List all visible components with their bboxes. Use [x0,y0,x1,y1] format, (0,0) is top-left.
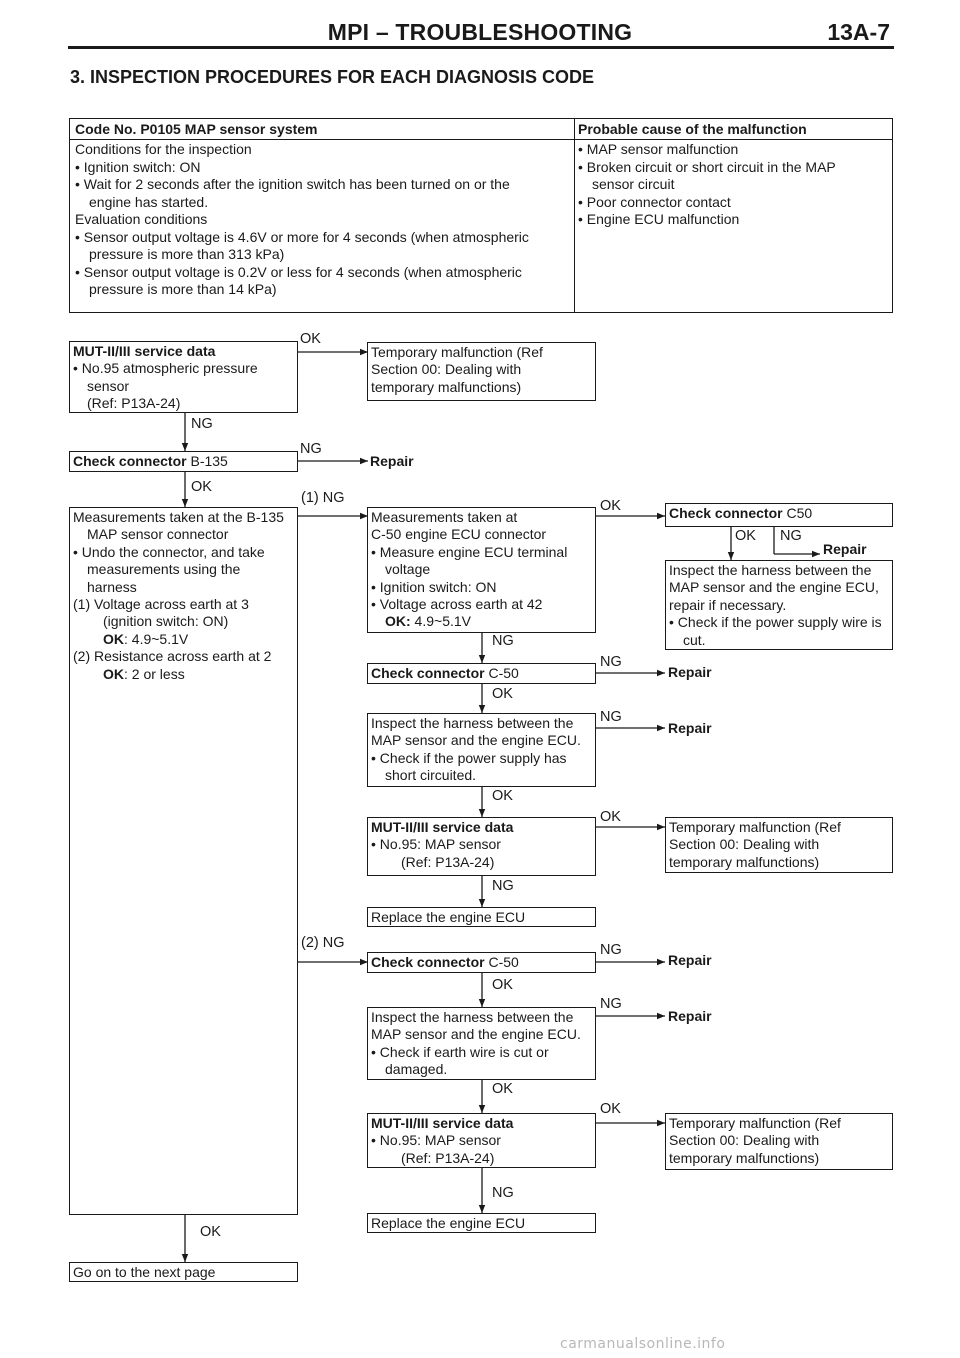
table-header-cause: Probable cause of the malfunction [578,121,807,137]
replace-engine-ecu-box [367,907,596,927]
ok-value: : 2 or less [124,665,185,682]
box-line: damaged. [385,1061,448,1078]
mut-service-data-map-box [367,1113,596,1168]
box-line: MAP sensor connector [87,526,229,543]
box-line: temporary malfunctions) [669,1149,820,1166]
temporary-malfunction-box [665,1113,893,1170]
box-line: temporary malfunctions) [371,378,522,395]
box-line: Section 00: Dealing with [669,836,820,853]
box-line: Temporary malfunction (Ref [371,344,543,360]
box-title: Check connector [371,665,485,681]
box-line: • Check if the power supply has [371,749,567,766]
label-ng: NG [492,1185,514,1201]
box-line: • Undo the connector, and take [73,543,265,560]
cause-line: • Poor connector contact [578,193,731,210]
box-title: Check connector [669,505,783,521]
box-line: repair if necessary. [669,596,787,613]
repair-text: Repair [668,664,712,680]
box-line: Inspect the harness between the [669,562,872,578]
box-line: Temporary malfunction (Ref [669,819,841,835]
label-two-ng: (2) NG [301,935,345,951]
section-title: 3. INSPECTION PROCEDURES FOR EACH DIAGNOSIS CODE [70,67,595,87]
ok-value: 4.9~5.1V [410,613,471,630]
box-line: cut. [683,631,706,648]
box-line: voltage [385,561,431,578]
box-line: Inspect the harness between the [371,1009,574,1025]
box-line: Go on to the next page [73,1264,216,1280]
box-line: MAP sensor and the engine ECU. [371,1026,581,1043]
connector-id: C-50 [488,665,519,681]
box-line: C-50 engine ECU connector [371,526,547,543]
box-line: • Check if earth wire is cut or [371,1043,549,1060]
box-title: MUT-II/III service data [371,819,514,835]
check-connector-c50-box [367,663,596,684]
check-connector-c50-top-box [665,503,893,527]
box-line: • Ignition switch: ON [371,578,497,595]
cause-line: sensor circuit [592,176,675,192]
ok-value: : 4.9~5.1V [124,630,189,647]
box-line: measurements using the [87,561,241,578]
box-line: MAP sensor and the engine ECU. [371,732,581,749]
box-line: (Ref: P13A-24) [401,1149,495,1166]
label-ok: OK [191,479,212,495]
box-line: Measurements taken at [371,509,518,525]
label-ng: NG [300,441,322,457]
cause-line: • MAP sensor malfunction [578,141,739,157]
label-ok: OK [492,788,513,804]
condition-line: • Sensor output voltage is 4.6V or more for 4 seconds (when atmospheric [75,228,529,245]
page-header-title: MPI – TROUBLESHOOTING [327,19,633,45]
box-line: Measurements taken at the B-135 [73,509,284,525]
repair-text: Repair [668,720,712,736]
page-number: 13A-7 [827,19,890,45]
box-title: MUT-II/III service data [73,343,216,359]
label-ok: OK [600,498,621,514]
next-page-box [69,1262,298,1282]
box-line: • Check if the power supply wire is [669,614,882,631]
condition-line: Conditions for the inspection [75,141,252,157]
connector-id: C-50 [488,954,519,970]
repair-text: Repair [823,541,867,557]
label-ok: OK [600,809,621,825]
condition-line: • Wait for 2 seconds after the ignition switch has been turned on or the [75,176,510,192]
box-line: • No.95 atmospheric pressure [73,360,258,377]
condition-line: pressure is more than 313 kPa) [89,246,285,262]
box-line: temporary malfunctions) [669,853,820,870]
box-line: (1) Voltage across earth at 3 [73,596,249,613]
condition-line: pressure is more than 14 kPa) [89,281,277,297]
label-ok: OK [200,1224,221,1240]
repair-text: Repair [370,453,414,469]
label-ng: NG [492,633,514,649]
box-line: Inspect the harness between the [371,715,574,731]
ok-label: OK [103,665,124,682]
label-ng: NG [600,654,622,670]
box-line: harness [87,578,137,595]
box-line: (Ref: P13A-24) [401,853,495,870]
mut-service-data-atmospheric-box [69,341,298,413]
check-connector-c50-box [367,952,596,973]
ok-label: OK [103,630,124,647]
check-connector-b135-box [69,451,298,472]
box-line: Replace the engine ECU [371,1215,526,1231]
label-ok: OK [492,686,513,702]
condition-line: • Ignition switch: ON [75,158,201,175]
inspect-harness-earth-box [367,1007,596,1080]
label-ok: OK [492,977,513,993]
label-ng: NG [600,996,622,1012]
measurements-c50-box [367,507,596,633]
box-line: • No.95: MAP sensor [371,836,501,853]
label-ok: OK [600,1101,621,1117]
ok-label: OK: [385,613,411,630]
measurements-b135-box [69,507,298,1215]
label-ng: NG [600,709,622,725]
box-line: (ignition switch: ON) [103,613,229,630]
repair-text: Repair [668,1008,712,1024]
label-ng: NG [492,878,514,894]
box-line: Section 00: Dealing with [371,361,522,378]
label-ng: NG [780,528,802,544]
connector-id: C50 [786,505,813,521]
connector-id: B-135 [190,453,228,469]
box-line: MAP sensor and the engine ECU, [669,579,879,596]
condition-line: Evaluation conditions [75,211,208,227]
box-title: Check connector [73,453,187,469]
footer-watermark: carmanualsonline.info [560,1336,726,1352]
label-one-ng: (1) NG [301,490,345,506]
box-line: • No.95: MAP sensor [371,1132,501,1149]
label-ok: OK [735,528,756,544]
box-line: sensor [87,377,130,394]
inspect-harness-wire-cut-box [665,560,893,650]
inspect-harness-power-short-box [367,713,596,787]
condition-line: engine has started. [89,193,209,210]
repair-text: Repair [668,952,712,968]
label-ok: OK [300,331,321,347]
replace-engine-ecu-box [367,1213,596,1233]
condition-line: • Sensor output voltage is 0.2V or less for 4 seconds (when atmospheric [75,263,522,280]
mut-service-data-map-box [367,817,596,876]
box-title: MUT-II/III service data [371,1115,514,1131]
cause-line: • Broken circuit or short circuit in the MAP [578,158,836,175]
label-ok: OK [492,1081,513,1097]
box-line: (2) Resistance across earth at 2 [73,648,272,665]
box-line: (Ref: P13A-24) [87,395,181,412]
label-ng: NG [191,416,213,432]
box-title: Check connector [371,954,485,970]
table-header-code: Code No. P0105 MAP sensor system [75,121,318,137]
box-line: Temporary malfunction (Ref [669,1115,841,1131]
temporary-malfunction-box [367,342,596,401]
box-line: Section 00: Dealing with [669,1132,820,1149]
box-line: • Voltage across earth at 42 [371,596,543,613]
box-line: short circuited. [385,767,477,784]
box-line: • Measure engine ECU terminal [371,543,568,560]
box-line: Replace the engine ECU [371,909,526,925]
cause-line: • Engine ECU malfunction [578,211,740,227]
temporary-malfunction-box [665,817,893,873]
label-ng: NG [600,942,622,958]
